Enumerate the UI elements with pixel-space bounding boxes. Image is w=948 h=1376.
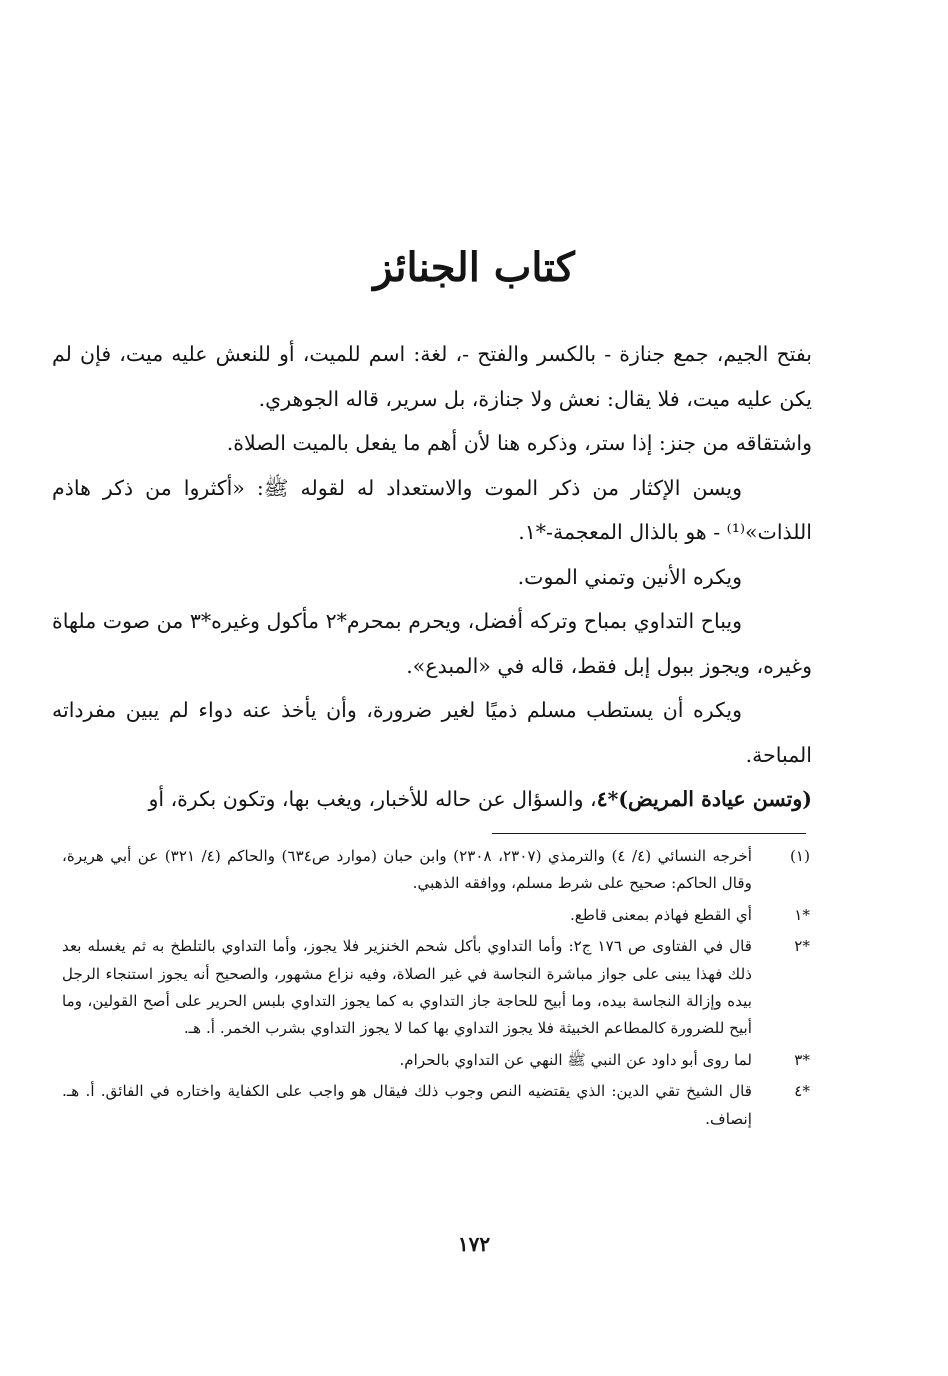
- main-text: [52, 332, 812, 822]
- visiting-sick-heading: (وتسن عيادة المريض)*٤: [596, 787, 812, 811]
- paragraph-medication: ويباح التداوي بمباح وتركه أفضل، ويحرم بمحرم*٢ مأكول وغيره*٣ من صوت ملهاة وغيره، ويجوز ببول إبل فقط، قاله في «المبدع».: [52, 609, 812, 678]
- paragraph-visiting-sick: [52, 777, 812, 822]
- footnote-text: لما روى أبو داود عن النبي ﷺ النهي عن التداوي بالحرام.: [399, 1050, 752, 1069]
- footnote-text: قال الشيخ تقي الدين: الذي يقتضيه النص وجوب ذلك فيقال هو واجب على الكفاية واختاره في الفائق. أ. هـ. إنصاف.: [62, 1082, 752, 1128]
- footnote-divider: [492, 833, 806, 834]
- visiting-sick-text: ، والسؤال عن حاله للأخبار، ويغب بها، وتكون بكرة، أو: [148, 787, 597, 811]
- footnote: [62, 843, 810, 898]
- chapter-title: كتاب الجنائز: [373, 244, 575, 291]
- paragraph-dhimmi-doctor: ويكره أن يستطب مسلم ذميًا لغير ضرورة، وأن يأخذ عنه دواء لم يبين مفرداته المباحة.: [52, 698, 812, 767]
- footnote-marker: *٢: [794, 937, 810, 956]
- footnote: [62, 1047, 810, 1074]
- page-number: ١٧٢: [457, 1232, 491, 1256]
- footnote: [62, 1078, 810, 1133]
- footnote-marker: *٤: [794, 1082, 810, 1101]
- footnote-marker: *١: [794, 905, 810, 924]
- footnote-text: أخرجه النسائي (٤/ ٤) والترمذي (٢٣٠٧، ٢٣٠٨) وابن حبان (موارد ص٦٣٤) والحاكم (٤/ ٣٢١) عن أبي هريرة، وقال الحاكم: صحيح على شرط مسلم، ووافقه الذهبي.: [62, 847, 752, 893]
- paragraph-moaning: ويكره الأنين وتمني الموت.: [517, 564, 742, 589]
- footnote-marker: (١): [789, 847, 810, 865]
- paragraph-remembering-death: ويسن الإكثار من ذكر الموت والاستعداد له لقوله ﷺ: «أكثروا من ذكر هاذم اللذات»⁽¹⁾ - هو بالذال المعجمة-*١.: [52, 475, 812, 544]
- footnote-text: أي القطع فهاذم بمعنى قاطع.: [569, 905, 752, 924]
- footnote: [62, 933, 810, 1043]
- footnote-text: قال في الفتاوى ص ١٧٦ ج٢: وأما التداوي بأكل شحم الخنزير فلا يجوز، وأما التداوي بالتلطخ به ثم يغسله بعد ذلك فهذا يبنى على جواز مباشرة النجاسة في غير الصلاة، وفيه نزاع مشهور، والصحيح أنه يجوز استنجاء الرجل بيده وإزالة النجاسة بيده، وما أبيح للحاجة جاز التداوي به كما يجوز التداوي بلبس الحرير على أصح القولين، وما أبيح للضرورة كالمطاعم الخبيثة فلا يجوز التداوي بها كما لا يجوز التداوي بشرب الخمر. أ. هـ.: [62, 937, 752, 1038]
- footnote: [62, 902, 810, 929]
- paragraph-etymology: واشتقاقه من جنز: إذا ستر، وذكره هنا لأن أهم ما يفعل بالميت الصلاة.: [226, 431, 812, 455]
- footnotes: [62, 843, 810, 1137]
- paragraph-definition: بفتح الجيم، جمع جنازة - بالكسر والفتح -، لغة: اسم للميت، أو للنعش عليه ميت، فإن لم يكن عليه ميت، فلا يقال: نعش ولا جنازة، بل سرير، قاله الجوهري.: [52, 342, 812, 411]
- footnote-marker: *٣: [794, 1050, 810, 1069]
